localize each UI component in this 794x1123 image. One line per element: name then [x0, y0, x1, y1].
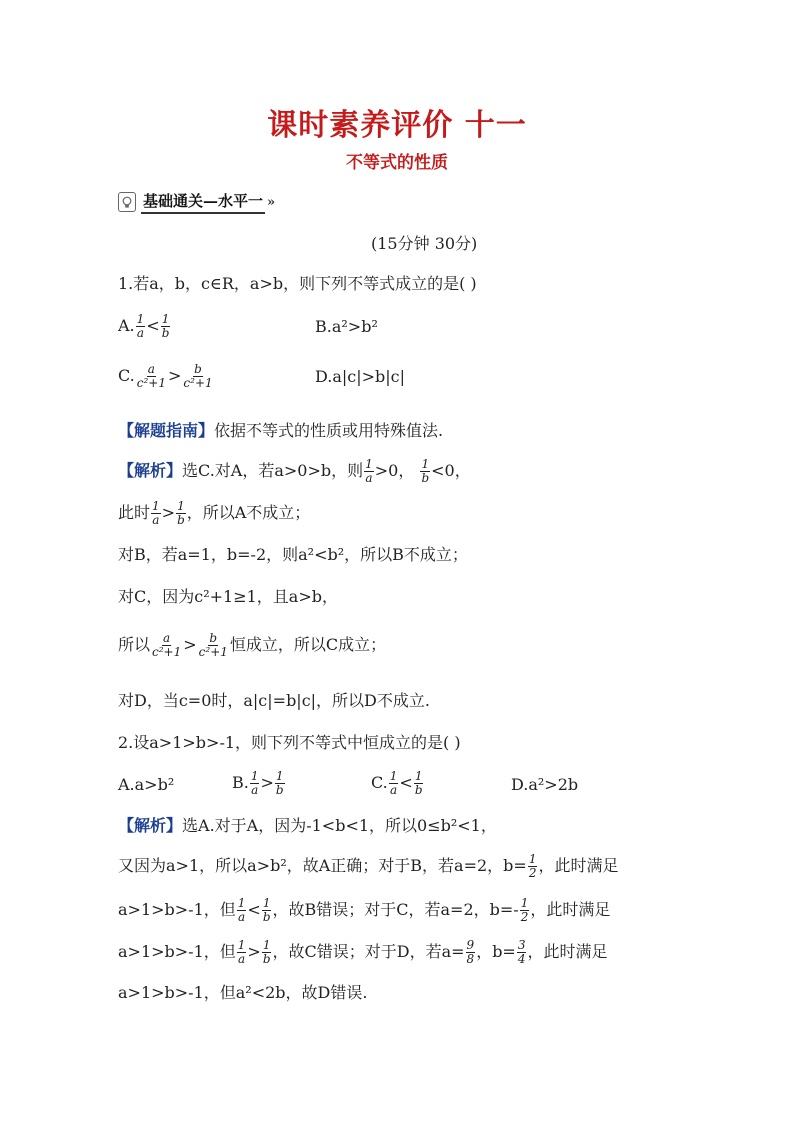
answer-2-line-4: a>1>b>-1，但 $\frac{1}{a}$ > $\frac{1}{b}$ ，故C错误；对于D，若a= $\frac{9}{8}$ ，b= $\frac{3}{4}$ ，此时满足 — [118, 938, 608, 966]
q1-option-c: C. $\frac{a}{\text{c²+1}}$ > $\frac{b}{\text{c²+1}}$ — [118, 362, 213, 390]
answer-1-line-5: 所以 $\frac{a}{\text{c²+1}}$ > $\frac{b}{\text{c²+1}}$ 恒成立，所以C成立； — [118, 631, 387, 659]
q2-option-b: B. $\frac{1}{a}$ > $\frac{1}{b}$ — [232, 769, 284, 797]
q1-option-b: B.a²>b² — [315, 317, 378, 336]
answer-2-line-2: 又因为a>1，所以a>b²，故A正确；对于B，若a=2，b= $\frac{1}{2}$ ，此时满足 — [118, 852, 619, 880]
guide-line: 【解题指南】依据不等式的性质或用特殊值法. — [118, 421, 444, 440]
q2-option-a: A.a>b² — [118, 775, 175, 794]
page-title: 课时素养评价 十一 — [267, 108, 527, 143]
q2-option-c: C. $\frac{1}{a}$ < $\frac{1}{b}$ — [371, 769, 423, 797]
lightbulb-icon — [118, 192, 136, 212]
question-1-stem: 1.若a，b，c∈R，a>b，则下列不等式成立的是( ) — [118, 274, 477, 293]
answer-1-line-6: 对D，当c=0时，a|c|=b|c|，所以D不成立. — [118, 691, 430, 710]
section-label: 基础通关—水平一 — [141, 190, 265, 214]
section-header — [118, 191, 275, 213]
answer-1-line-2: 此时 $\frac{1}{a}$ > $\frac{1}{b}$ ，所以A不成立； — [118, 499, 311, 527]
answer-1-line-3: 对B，若a=1，b=-2，则a²<b²，所以B不成立； — [118, 545, 468, 564]
answer-2-line-1: 【解析】选A.对于A，因为-1<b<1，所以0≤b²<1， — [118, 816, 497, 835]
q2-option-d: D.a²>2b — [511, 775, 579, 794]
answer-1-line-4: 对C，因为c²+1≥1，且a>b， — [118, 587, 338, 606]
page-subtitle: 不等式的性质 — [346, 153, 448, 173]
q1-option-d: D.a|c|>b|c| — [315, 367, 406, 386]
question-2-stem: 2.设a>1>b>-1，则下列不等式中恒成立的是( ) — [118, 733, 461, 752]
double-chevron-icon: » — [267, 194, 276, 210]
answer-1-line-1: 【解析】选C.对A，若a>0>b，则 $\frac{1}{a}$ >0， $\frac{1}{b}$ <0， — [118, 457, 471, 485]
answer-2-line-5: a>1>b>-1，但a²<2b，故D错误. — [118, 983, 368, 1002]
q1-option-a: A. $\frac{1}{a}$ < $\frac{1}{b}$ — [118, 312, 170, 340]
answer-2-line-3: a>1>b>-1，但 $\frac{1}{a}$ < $\frac{1}{b}$ ，故B错误；对于C，若a=2，b=- $\frac{1}{2}$ ，此时满足 — [118, 896, 611, 924]
time-info: (15分钟 30分) — [371, 234, 478, 253]
